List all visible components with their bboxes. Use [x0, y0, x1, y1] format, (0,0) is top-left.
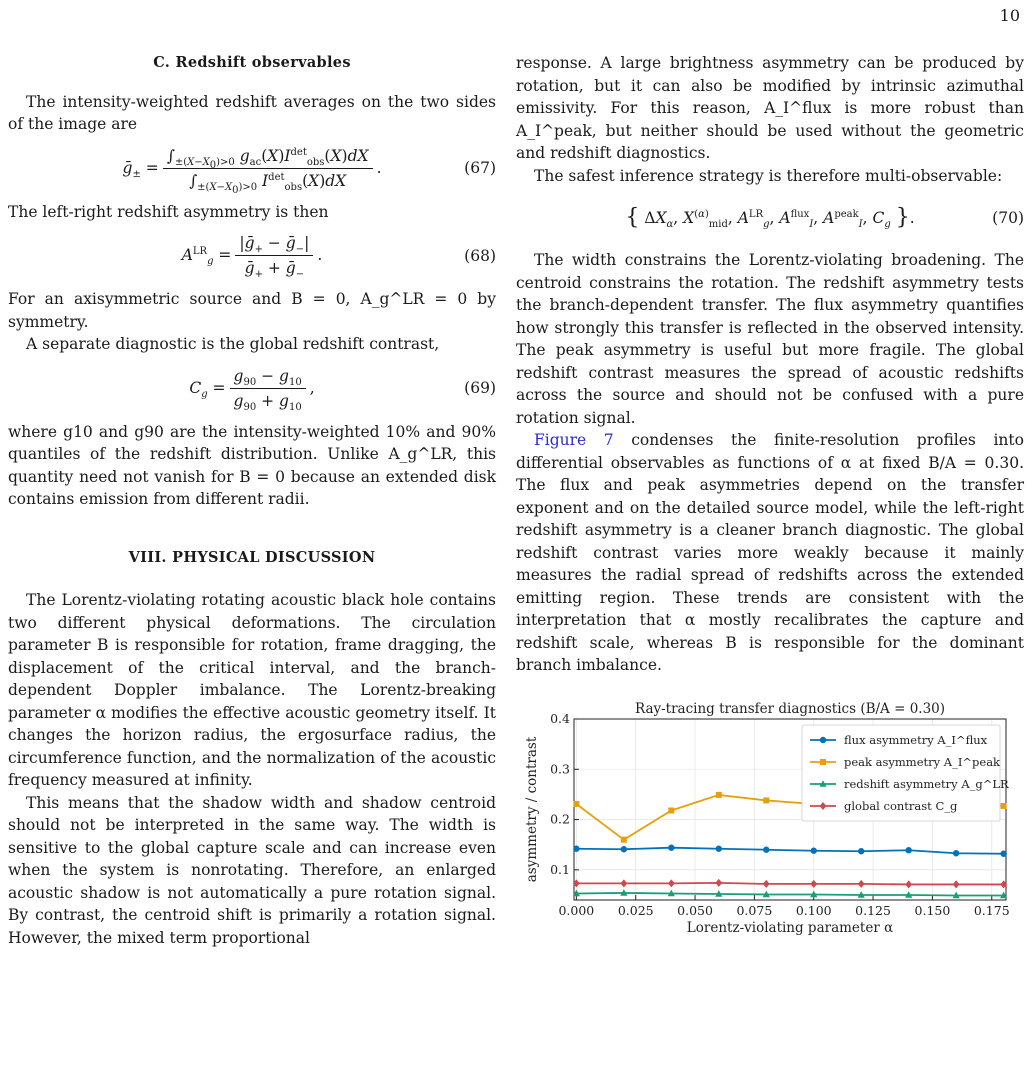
page-number: 10 — [999, 6, 1020, 25]
legend-marker — [820, 759, 826, 765]
legend-marker — [820, 736, 826, 742]
data-point — [811, 847, 817, 853]
data-point — [715, 878, 722, 886]
equation-67: ḡ$_\pm$ = $\frac{\int_{\pm(X-X_0)>0} g_{ac}(X)I^{det}_{obs}(X)dX}{\int_{\pm(X-X_0)>0} I^{det}_{obs}(X)dX}$ . (67) — [122, 146, 496, 196]
data-point — [763, 797, 769, 803]
series-line — [576, 882, 1003, 884]
equation-number: (68) — [464, 246, 496, 265]
x-axis-label: Lorentz-violating parameter α — [686, 919, 894, 936]
equation-number: (70) — [992, 208, 1024, 227]
data-point — [810, 879, 817, 887]
y-axis-label: asymmetry / contrast — [524, 736, 540, 882]
legend-label: peak asymmetry A_I^peak — [844, 754, 1001, 769]
data-point — [668, 844, 674, 850]
series-line — [576, 847, 1003, 853]
right-column — [516, 52, 1024, 947]
data-point — [716, 791, 722, 797]
paragraph: where g10 and g90 are the intensity-weighted 10% and 90% quantiles of the redshift distribution. Unlike A_g^LR, this quantity need not vanish for B = 0 because an extended disk contains emission from different radii. — [8, 422, 496, 509]
data-point — [573, 800, 579, 806]
legend-label: global contrast C_g — [844, 798, 958, 813]
paragraph: The intensity-weighted redshift averages on the two sides of the image are — [8, 92, 496, 133]
data-point — [953, 880, 960, 888]
x-tick-label: 0.000 — [558, 902, 595, 918]
x-tick-label: 0.075 — [736, 902, 773, 918]
equation-68: $A^{LR}_g$ = $\frac{|ḡ_+ - ḡ_-|}{ḡ_+ + ḡ_-}$ . (68) — [181, 234, 496, 281]
data-point — [573, 845, 579, 851]
x-tick-label: 0.125 — [855, 902, 891, 918]
data-point — [905, 880, 912, 888]
data-point — [1001, 802, 1007, 808]
section-heading-viii: VIII. PHYSICAL DISCUSSION — [128, 548, 376, 566]
paragraph: A separate diagnostic is the global redshift contrast, — [26, 335, 440, 354]
data-point — [858, 879, 865, 887]
series-3 — [573, 878, 1007, 888]
data-point — [953, 850, 959, 856]
data-point — [621, 846, 627, 852]
y-tick-label: 0.2 — [550, 811, 570, 827]
data-point — [905, 847, 911, 853]
legend-label: flux asymmetry A_I^flux — [844, 732, 988, 747]
series-0 — [573, 844, 1007, 856]
data-point — [1000, 850, 1006, 856]
section-heading-c: C. Redshift observables — [153, 54, 351, 71]
paragraph: Figure 7 condenses the finite-resolution profiles into differential observables as functions of α at fixed B/A = 0.30. The flux and peak asymmetries depend on the transfer exponent and on the detailed source model, while the left-right redshift asymmetry is a cleaner branch diagnostic. The global redshift contrast varies more weakly because it mainly measures the radial spread of redshifts across the extended emitting region. These trends are consistent with the interpretation that α mostly recalibrates the capture and redshift scale, whereas B is responsible for the dominant branch imbalance. — [516, 431, 1024, 674]
figure-link[interactable]: Figure 7 — [534, 431, 614, 449]
y-tick-label: 0.1 — [550, 861, 570, 877]
data-point — [620, 879, 627, 887]
equation-69: $C_g$ = $\frac{g_{90} - g_{10}}{g_{90} + g_{10}}$ , (69) — [189, 366, 496, 413]
data-point — [858, 848, 864, 854]
x-tick-label: 0.050 — [677, 902, 713, 918]
x-tick-label: 0.025 — [617, 902, 654, 918]
y-tick-label: 0.3 — [550, 760, 570, 776]
legend-label: redshift asymmetry A_g^LR — [844, 776, 1009, 791]
data-point — [668, 879, 675, 887]
y-tick-label: 0.4 — [550, 710, 570, 726]
paragraph: The left-right redshift asymmetry is then — [8, 202, 329, 221]
data-point — [621, 836, 627, 842]
equation-70: { $\Delta X_\alpha$, $X^{(\alpha)}_{mid}$, $A^{LR}_g$, $A^{flux}_I$, $A^{peak}_I$, $C_g$ } . (70) — [625, 204, 1024, 230]
paragraph: response. A large brightness asymmetry can be produced by rotation, but it can also be modified by intrinsic azimuthal emissivity. For this reason, A_I^flux is more robust than A_I^peak, but neither should be used without the geometric and redshift diagnostics. — [516, 54, 1024, 162]
left-column — [8, 52, 496, 949]
equation-number: (67) — [464, 158, 496, 177]
legend — [802, 725, 1009, 821]
data-point — [763, 846, 769, 852]
data-point — [668, 807, 674, 813]
x-tick-label: 0.100 — [795, 902, 832, 918]
paragraph: The width constrains the Lorentz-violating broadening. The centroid constrains the rotation. The redshift asymmetry tests the branch-dependent transfer. The flux asymmetry quantifies how strongly this transfer is reflected in the observed intensity. The peak asymmetry is useful but more fragile. The global redshift contrast measures the spread of acoustic redshifts across the source and should not be confused with a pure rotation signal. — [516, 251, 1024, 427]
equation-number: (69) — [464, 378, 496, 397]
data-point — [716, 845, 722, 851]
paragraph: The Lorentz-violating rotating acoustic black hole contains two different physical deformations. The circulation parameter B is responsible for rotation, frame dragging, the displacement of the critical interval, and the branch-dependent Doppler imbalance. The Lorentz-breaking parameter α modifies the effective acoustic geometry itself. It changes the horizon radius, the ergosurface radius, the circumference function, and the normalization of the acoustic frequency measured at infinity. — [8, 591, 496, 790]
series-2 — [573, 889, 1007, 898]
data-point — [763, 879, 770, 887]
paragraph: For an axisymmetric source and B = 0, A_g^LR = 0 by symmetry. — [8, 290, 496, 331]
chart-title: Ray-tracing transfer diagnostics (B/A = 0.30) — [634, 700, 946, 717]
x-tick-label: 0.175 — [973, 902, 1010, 918]
figure-7 — [516, 697, 1024, 947]
series-line — [576, 892, 1003, 895]
x-tick-label: 0.150 — [914, 902, 951, 918]
chart-svg — [516, 697, 1024, 947]
paragraph: The safest inference strategy is therefore multi-observable: — [534, 166, 1003, 185]
paragraph: This means that the shadow width and shadow centroid should not be interpreted in the same way. The width is sensitive to the global capture scale and can increase even when the system is nonrotating. Therefore, an enlarged acoustic shadow is not automatically a pure rotation signal. By contrast, the centroid shift is primarily a rotation signal. However, the mixed term proportional — [8, 793, 496, 947]
